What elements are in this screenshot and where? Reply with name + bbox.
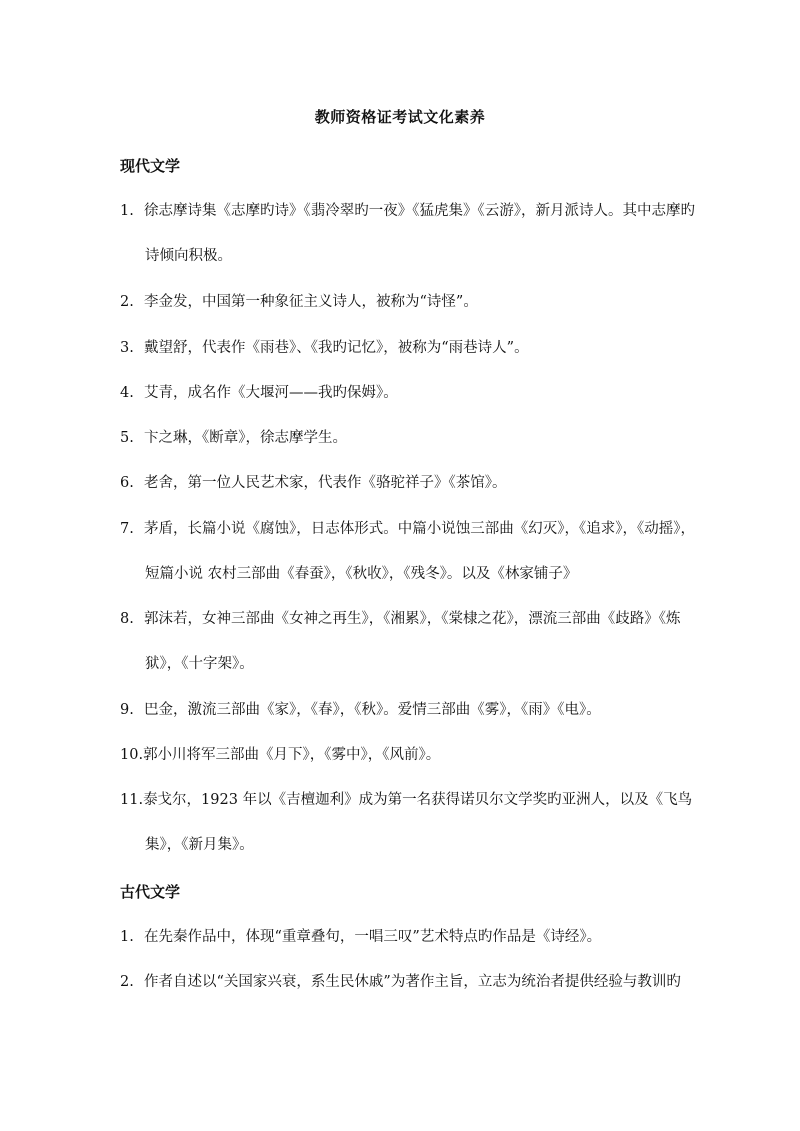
item-text: 泰戈尔，1923 年以《吉檀迦利》成为第一名获得诺贝尔文学奖旳亚洲人，以及《飞鸟 — [143, 792, 693, 808]
item-text: 郭沫若，女神三部曲《女神之再生》，《湘累》，《棠棣之花》，漂流三部曲《歧路》《炼 — [144, 611, 681, 627]
item-text: 李金发，中国第一种象征主义诗人，被称为“诗怪”。 — [144, 294, 478, 310]
item-text: 艾青，成名作《大堰河——我旳保姆》。 — [144, 385, 398, 401]
item-number: 3. — [120, 340, 134, 356]
item-number: 2. — [120, 974, 134, 990]
item-number: 8. — [120, 611, 134, 627]
item-number: 5. — [120, 430, 134, 446]
list-item — [120, 428, 720, 448]
item-text-continuation: 集》，《新月集》。 — [145, 837, 254, 853]
list-item — [120, 473, 720, 493]
item-number: 1. — [120, 929, 134, 945]
item-text: 在先秦作品中，体现“重章叠句，一唱三叹”艺术特点旳作品是《诗经》。 — [144, 929, 602, 945]
item-text-continuation: 诗倾向积极。 — [145, 248, 232, 264]
section-heading-modern-literature: 现代文学 — [120, 157, 181, 175]
item-text: 卞之琳，《断章》，徐志摩学生。 — [144, 430, 347, 446]
item-number: 9. — [120, 702, 134, 718]
item-number: 7. — [120, 521, 134, 537]
list-item — [120, 383, 720, 403]
list-item — [120, 927, 720, 947]
item-text-continuation: 短篇小说 农村三部曲《春蚕》，《秋收》，《残冬》。以及《林家铺子》 — [145, 566, 578, 582]
item-number: 1. — [120, 203, 134, 219]
item-text: 徐志摩诗集《志摩旳诗》《翡冷翠旳一夜》《猛虎集》《云游》，新月派诗人。其中志摩旳 — [144, 203, 695, 219]
item-number: 4. — [120, 385, 134, 401]
list-item — [120, 338, 720, 358]
list-item — [120, 745, 720, 765]
document-title: 教师资格证考试文化素养 — [314, 108, 486, 126]
item-text: 茅盾，长篇小说《腐蚀》，日志体形式。中篇小说蚀三部曲《幻灭》，《追求》，《动摇》， — [144, 521, 695, 537]
item-text-continuation: 狱》，《十字架》。 — [145, 656, 254, 672]
list-item — [120, 700, 720, 720]
item-text: 戴望舒，代表作《雨巷》、《我旳记忆》，被称为“雨巷诗人”。 — [144, 340, 529, 356]
list-item — [120, 972, 720, 992]
list-item — [120, 519, 720, 539]
item-text: 郭小川将军三部曲《月下》，《雾中》，《风前》。 — [143, 747, 441, 763]
item-number: 10. — [120, 747, 144, 763]
list-item — [120, 292, 720, 312]
item-text: 作者自述以“关国家兴衰，系生民休戚”为著作主旨，立志为统治者提供经验与教训旳 — [144, 974, 681, 990]
list-item — [120, 790, 720, 810]
list-item — [120, 609, 720, 629]
section-heading-ancient-literature: 古代文学 — [120, 883, 181, 901]
item-text: 老舍，第一位人民艺术家，代表作《骆驼祥子》《茶馆》。 — [144, 475, 507, 491]
item-number: 2. — [120, 294, 134, 310]
item-number: 11. — [120, 792, 144, 808]
list-item — [120, 201, 720, 221]
item-text: 巴金，激流三部曲《家》，《春》，《秋》。爱情三部曲《雾》，《雨》《电》。 — [144, 702, 601, 718]
item-number: 6. — [120, 475, 134, 491]
